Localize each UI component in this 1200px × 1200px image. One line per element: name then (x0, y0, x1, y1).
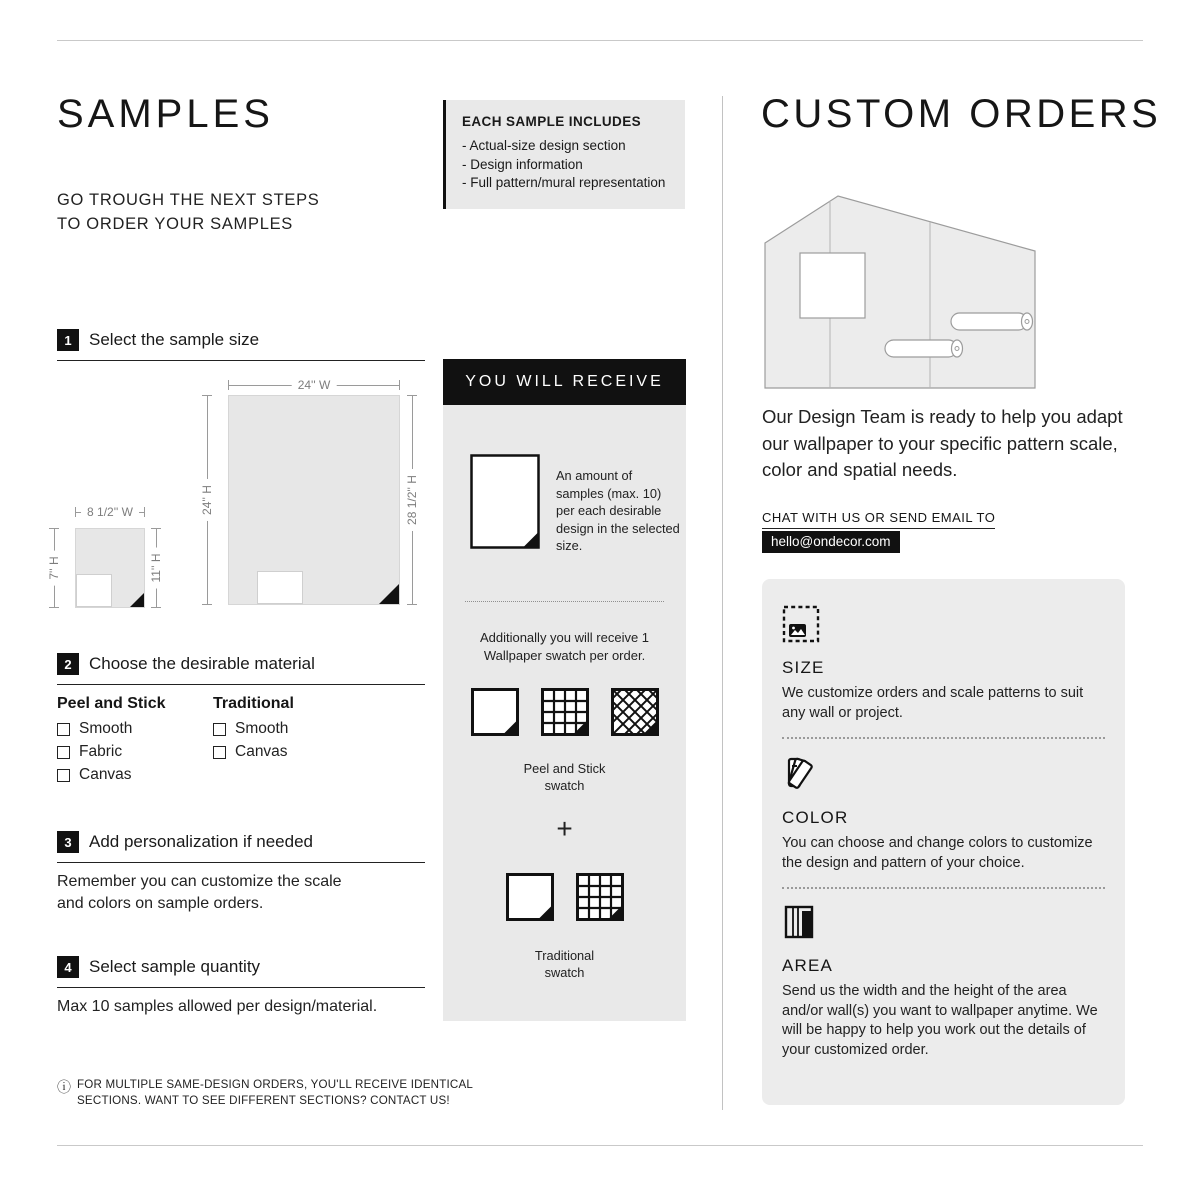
bottom-rule (57, 1145, 1143, 1146)
checkbox-traditional-canvas[interactable] (213, 743, 288, 761)
dotted-divider (782, 887, 1105, 889)
checkbox-label: Canvas (79, 766, 132, 783)
peel-swatch-label: Peel and Stick swatch (523, 761, 606, 793)
dim-small-height-right-label: 11'' H (149, 547, 163, 588)
feature-area-name: AREA (782, 956, 834, 975)
checkbox-label: Smooth (79, 720, 133, 737)
footnote (57, 1077, 527, 1108)
custom-orders-title: CUSTOM ORDERS (761, 92, 1162, 136)
step-4-label: Select sample quantity (89, 957, 261, 976)
custom-body-text: Our Design Team is ready to help you adapt our wallpaper to your specific pattern scale, color and spatial needs. (762, 406, 1123, 480)
includes-item: - Actual-size design section (462, 138, 626, 153)
dim-small-height-right (149, 528, 163, 608)
peel-swatch-row (443, 688, 686, 736)
checkbox-peel-smooth[interactable] (57, 720, 132, 738)
chat-with-us-label: CHAT WITH US OR SEND EMAIL TO (762, 510, 995, 529)
checkbox-label: Canvas (235, 743, 288, 760)
swatch-grid-icon (576, 873, 624, 921)
you-will-receive-header: YOU WILL RECEIVE (443, 359, 686, 405)
samples-amount-text: An amount of samples (max. 10) per each desirable design in the selected size. (556, 468, 680, 553)
large-sample-sheet (228, 395, 400, 605)
dim-large-height-right-label: 28 1/2'' H (405, 469, 419, 531)
column-divider (722, 96, 723, 1110)
info-icon: ⓘ (57, 1079, 71, 1095)
feature-color-text: You can choose and change colors to customize the design and pattern of your choice. (782, 835, 1093, 871)
samples-title: SAMPLES (57, 92, 274, 136)
size-icon (782, 605, 822, 643)
step-1-number: 1 (57, 329, 79, 351)
dim-large-width (228, 378, 400, 392)
samples-intro (57, 188, 320, 236)
feature-area-text: Send us the width and the height of the area and/or wall(s) you want to wallpaper anytime. We will be happy to help you work out the details of your customized order. (782, 983, 1098, 1058)
checkbox-label: Fabric (79, 743, 123, 760)
step-3-header (57, 831, 425, 863)
dim-small-height-left (47, 528, 61, 608)
material-peel-title: Peel and Stick (57, 695, 166, 712)
step-3-label: Add personalization if needed (89, 832, 313, 851)
top-rule (57, 40, 1143, 41)
small-sample-sheet (75, 528, 145, 608)
feature-color-name: COLOR (782, 808, 849, 827)
you-will-receive-panel (443, 405, 686, 1021)
step-4-note: Max 10 samples allowed per design/material. (57, 998, 378, 1015)
sample-section-area (76, 574, 112, 607)
email-link[interactable]: hello@ondecor.com (762, 531, 900, 553)
step-3-note: Remember you can customize the scale and colors on sample orders. (57, 873, 342, 912)
step-1-label: Select the sample size (89, 330, 260, 349)
additional-swatch-text: Additionally you will receive 1 Wallpaper swatch per order. (479, 630, 650, 663)
area-wall-icon (782, 903, 822, 941)
checkbox-traditional-smooth[interactable] (213, 720, 288, 738)
dotted-divider (782, 737, 1105, 739)
plus-icon: + (556, 813, 573, 844)
checkbox-peel-fabric[interactable] (57, 743, 122, 761)
dim-large-height-left (200, 395, 214, 605)
step-4-number: 4 (57, 956, 79, 978)
dim-large-height-right (405, 395, 419, 605)
swatch-grid-icon (541, 688, 589, 736)
swatch-crosshatch-icon (611, 688, 659, 736)
step-4-header (57, 956, 425, 988)
dim-small-width (75, 505, 145, 519)
material-traditional-title: Traditional (213, 695, 294, 712)
folded-corner-icon (379, 584, 399, 604)
checkbox-icon[interactable] (57, 723, 70, 736)
swatch-plain-icon (471, 688, 519, 736)
each-sample-includes-box (443, 100, 685, 209)
step-2-number: 2 (57, 653, 79, 675)
dim-small-width-label: 8 1/2'' W (81, 505, 139, 519)
footnote-text: FOR MULTIPLE SAME-DESIGN ORDERS, YOU'LL RECEIVE IDENTICAL SECTIONS. WANT TO SEE DIFFERENT SECTIONS? CONTACT US! (77, 1078, 473, 1107)
checkbox-icon[interactable] (213, 723, 226, 736)
feature-size-text: We customize orders and scale patterns to suit any wall or project. (782, 685, 1084, 721)
feature-size-name: SIZE (782, 658, 825, 677)
wallpaper-wall-illustration (755, 188, 1050, 395)
color-swatches-icon (782, 753, 822, 793)
step-2-header (57, 653, 425, 685)
checkbox-peel-canvas[interactable] (57, 766, 132, 784)
checkbox-label: Smooth (235, 720, 289, 737)
checkbox-icon[interactable] (57, 769, 70, 782)
swatch-plain-icon (506, 873, 554, 921)
sample-section-area (257, 571, 303, 604)
folded-corner-icon (130, 593, 144, 607)
includes-item: - Full pattern/mural representation (462, 175, 666, 190)
traditional-swatch-row (443, 873, 686, 921)
checkbox-icon[interactable] (213, 746, 226, 759)
step-1-header (57, 329, 425, 361)
dim-large-width-label: 24'' W (292, 378, 337, 392)
includes-item: - Design information (462, 156, 583, 172)
sample-sheet-icon (470, 454, 540, 549)
dim-large-height-left-label: 24'' H (200, 479, 214, 521)
samples-intro-line1: GO TROUGH THE NEXT STEPS (57, 191, 320, 209)
traditional-swatch-label: Traditional swatch (534, 948, 595, 980)
samples-intro-line2: TO ORDER YOUR SAMPLES (57, 215, 293, 233)
step-3-number: 3 (57, 831, 79, 853)
step-2-label: Choose the desirable material (89, 654, 315, 673)
dotted-divider (465, 601, 664, 602)
includes-title: EACH SAMPLE INCLUDES (462, 114, 642, 129)
checkbox-icon[interactable] (57, 746, 70, 759)
dim-small-height-left-label: 7'' H (47, 550, 61, 585)
custom-features-box (762, 579, 1125, 1105)
